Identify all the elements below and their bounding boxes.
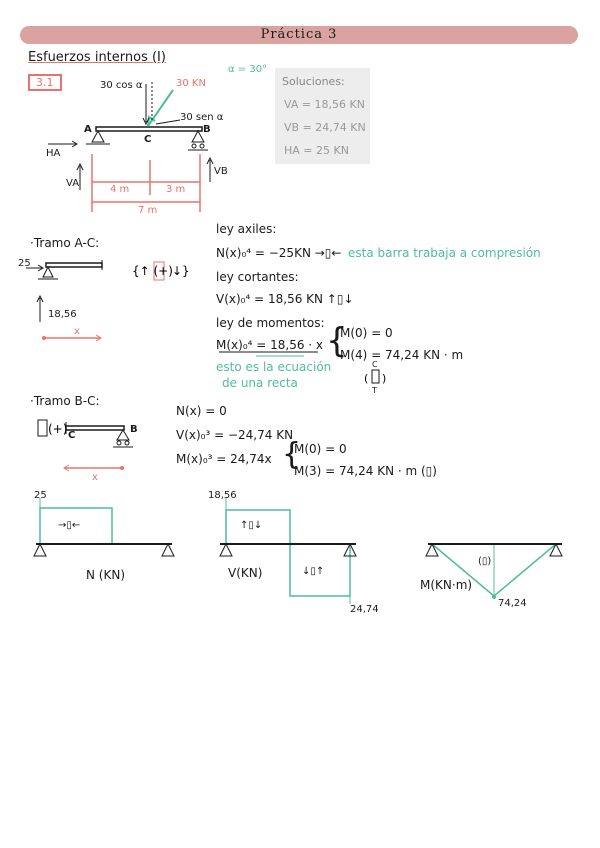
v-diagram (220, 498, 356, 604)
tramo-ac-load-v: 18,56 (48, 309, 77, 320)
tramo-ac-load-h: 25 (18, 258, 31, 269)
sign-c: C (372, 360, 378, 369)
svg-text:(+): (+) (48, 422, 68, 436)
svg-text:↓}: ↓} (172, 264, 190, 278)
svg-text:): ) (382, 372, 387, 385)
page-title: Práctica 3 (260, 27, 338, 42)
brace-ac: { (326, 321, 348, 361)
momentos-equation: M(x)₀⁴ = 18,56 · x (216, 338, 324, 352)
n-diagram-value: 25 (34, 490, 47, 501)
tramo-bc-title: ·Tramo B-C: (30, 394, 100, 408)
m0-ac: M(0) = 0 (340, 326, 393, 340)
support-b-label: B (203, 124, 211, 135)
solutions-title: Soluciones: (282, 75, 345, 88)
force-label: 30 KN (176, 78, 206, 89)
v-diagram-value-bottom: 24,74 (350, 604, 379, 615)
momentos-note-1: esto es la ecuación (216, 360, 332, 374)
v-diagram-symbol-top: ↑▯↓ (240, 520, 263, 531)
m-diagram-symbol: (▯) (478, 556, 492, 567)
momentos-title: ley de momentos: (216, 316, 325, 330)
main-beam (96, 127, 202, 131)
dist1-label: 4 m (110, 184, 130, 195)
support-a-label: A (84, 124, 92, 135)
vertical-component-label: 30 cos α (100, 80, 143, 91)
svg-text:(: ( (364, 372, 369, 385)
ha-label: HA (46, 148, 61, 159)
v-diagram-label: V(KN) (228, 566, 263, 580)
n-diagram-symbol: →▯← (58, 520, 81, 531)
horizontal-component-label: 30 sen α (180, 112, 224, 123)
bc-m-equation: M(x)₀³ = 24,74x (176, 452, 272, 466)
m3-bc: M(3) = 74,24 KN · m (▯) (294, 464, 437, 478)
bc-v-equation: V(x)₀³ = −24,74 KN (176, 428, 294, 442)
dist2-label: 3 m (166, 184, 186, 195)
axiles-title: ley axiles: (216, 222, 277, 236)
main-beam-figure (48, 82, 213, 212)
axiles-note: esta barra trabaja a compresión (348, 246, 541, 260)
sign-t: T (372, 386, 377, 395)
v-diagram-value-top: 18,56 (208, 490, 237, 501)
alpha-label: α = 30° (228, 64, 268, 75)
support-a-icon (92, 131, 104, 142)
tramo-bc-x: x (92, 472, 98, 483)
point-c-label: C (144, 134, 152, 145)
m-diagram-label: M(KN·m) (420, 578, 473, 592)
n-diagram (34, 498, 174, 556)
v-diagram-symbol-bottom: ↓▯↑ (302, 566, 325, 577)
solution-ha: HA = 25 KN (284, 144, 349, 157)
tramo-bc-b: B (130, 424, 138, 435)
m-diagram-value: 74,24 (498, 598, 527, 609)
svg-text:{↑ (+): {↑ (+) (132, 264, 173, 278)
tramo-ac-x: x (74, 326, 80, 337)
total-length-label: 7 m (138, 205, 158, 216)
section-title: Esfuerzos internos (I) (28, 50, 166, 65)
m0-bc: M(0) = 0 (294, 442, 347, 456)
tramo-bc-figure (38, 420, 133, 471)
tramo-ac-title: ·Tramo A-C: (30, 236, 100, 250)
va-label: VA (66, 178, 80, 189)
cortantes-equation: V(x)₀⁴ = 18,56 KN ↑▯↓ (216, 292, 354, 306)
solution-vb: VB = 24,74 KN (284, 121, 366, 134)
brace-bc: { (282, 437, 302, 472)
vb-label: VB (214, 166, 228, 177)
solution-va: VA = 18,56 KN (284, 98, 365, 111)
cortantes-title: ley cortantes: (216, 270, 299, 284)
exercise-number: 3.1 (28, 74, 62, 91)
bc-n-equation: N(x) = 0 (176, 404, 227, 418)
m4-ac: M(4) = 74,24 KN · m (340, 348, 464, 362)
momentos-note-2: de una recta (222, 376, 298, 390)
horizontal-component-arrow (156, 120, 180, 124)
n-diagram-label: N (KN) (86, 568, 125, 582)
axiles-equation: N(x)₀⁴ = −25KN →▯← (216, 246, 342, 260)
tramo-bc-c: C (68, 430, 76, 441)
